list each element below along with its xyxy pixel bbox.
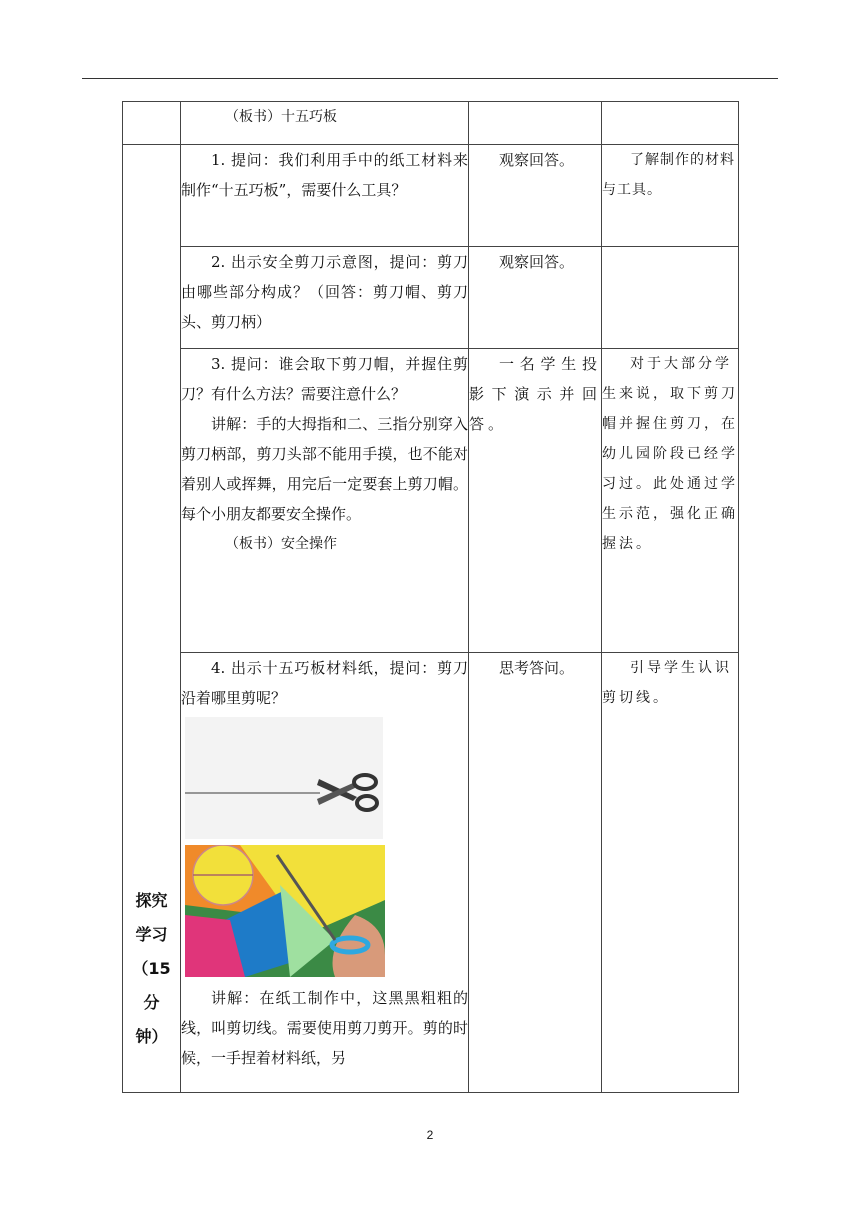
stage-text-1: 探究: [135, 890, 168, 910]
stage-text-2: 学习: [135, 924, 168, 944]
intent-cell: [602, 349, 739, 653]
intent-text: 了解制作的材料与工具。: [602, 152, 735, 198]
table-row: [123, 349, 739, 653]
page-number: 2: [426, 1128, 434, 1142]
table-row: [123, 247, 739, 349]
teacher-text: 1. 提问：我们利用手中的纸工材料来制作“十五巧板”，需要什么工具？: [181, 151, 468, 199]
intent-text: 对于大部分学生来说，取下剪刀帽并握住剪刀，在幼儿园阶段已经学习过。此处通过学生示范，强化正确握法。: [602, 356, 738, 552]
teacher-explain: 讲解：手的大拇指和二、三指分别穿入剪刀柄部，剪刀头部不能用手摸，也不能对着别人或挥舞，用完后一定要套上剪刀帽。每个小朋友都要安全操作。: [181, 415, 468, 523]
table-row: [123, 102, 739, 145]
intent-text: 引导学生认识剪切线。: [602, 660, 732, 706]
student-text: 观察回答。: [499, 253, 575, 271]
header-rule: [82, 78, 778, 79]
student-cell: [469, 247, 602, 349]
teacher-cell: [181, 349, 469, 653]
table-row: [123, 145, 739, 247]
student-cell: [469, 145, 602, 247]
intent-cell: [602, 102, 739, 145]
cut-line-diagram: [185, 717, 383, 839]
stage-text-4: 分: [143, 992, 160, 1012]
stage-cell: [123, 145, 181, 1093]
student-cell: [469, 102, 602, 145]
board-text: （板书）十五巧板: [225, 109, 337, 125]
lesson-table: [122, 101, 739, 1093]
teacher-cell: [181, 653, 469, 1093]
stage-text-5: 钟）: [135, 1026, 168, 1046]
teacher-cell: [181, 247, 469, 349]
table-row: [123, 653, 739, 1093]
student-cell: [469, 349, 602, 653]
intent-cell: [602, 247, 739, 349]
student-text: 一名学生投影下演示并回答。: [469, 355, 601, 433]
intent-cell: [602, 145, 739, 247]
student-text: 思考答问。: [499, 659, 575, 677]
teacher-cell: [181, 145, 469, 247]
stage-text-3: （15: [132, 958, 171, 978]
student-cell: [469, 653, 602, 1093]
stage-cell-empty: [123, 102, 181, 145]
teacher-question: 3. 提问：谁会取下剪刀帽，并握住剪刀？有什么方法？需要注意什么？: [181, 355, 468, 403]
teacher-question: 4. 出示十五巧板材料纸，提问：剪刀沿着哪里剪呢？: [181, 659, 468, 707]
teacher-text: 2. 出示安全剪刀示意图，提问：剪刀由哪些部分构成？（回答：剪刀帽、剪刀头、剪刀柄）: [181, 253, 468, 331]
teacher-cell: [181, 102, 469, 145]
student-text: 观察回答。: [499, 151, 575, 169]
intent-cell: [602, 653, 739, 1093]
cutting-photo: [185, 845, 385, 977]
board-text: （板书）安全操作: [225, 536, 337, 552]
teacher-explain: 讲解：在纸工制作中，这黑黑粗粗的线，叫剪切线。需要使用剪刀剪开。剪的时候，一手捏着材料纸，另: [181, 989, 468, 1067]
